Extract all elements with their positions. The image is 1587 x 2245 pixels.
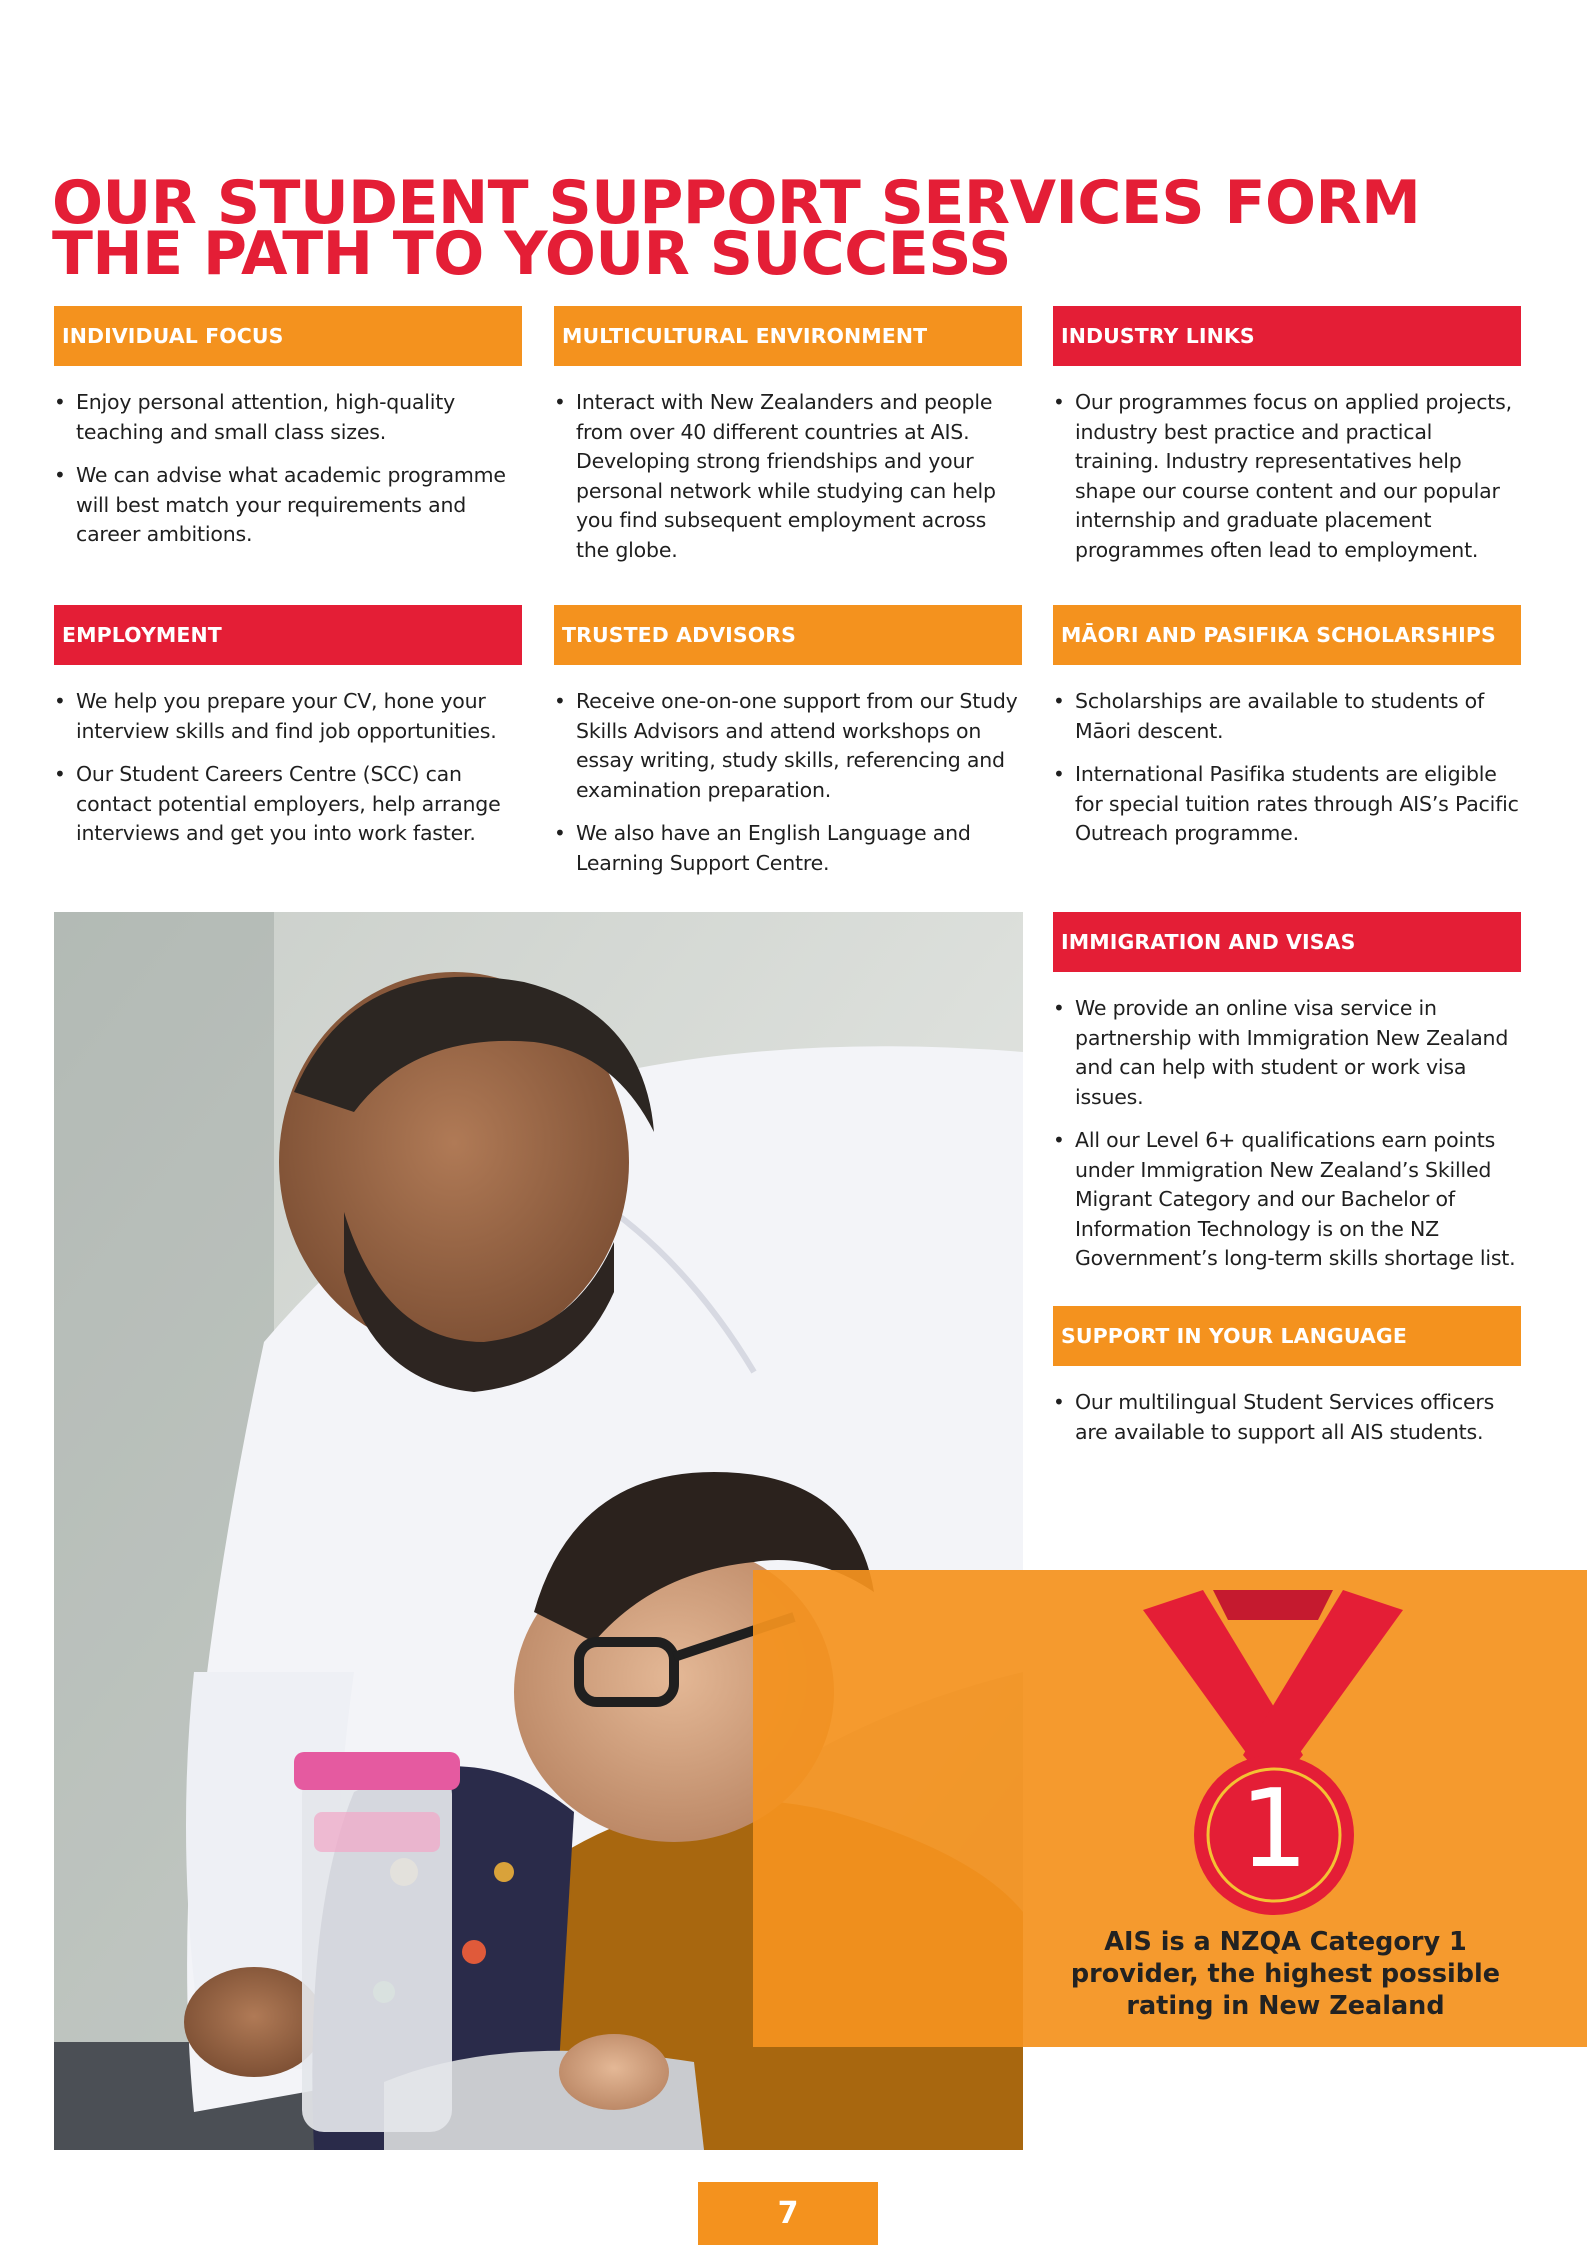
badge-caption: AIS is a NZQA Category 1 provider, the highest possible rating in New Zealand — [1070, 1927, 1501, 2021]
bullet-list — [1053, 1388, 1521, 1447]
section-heading: INDUSTRY LINKS — [1053, 306, 1521, 366]
bullet-list — [54, 687, 522, 849]
bullet-item: • We provide an online visa service in partnership with Immigration New Zealand and can help with student or work visa issues. — [1053, 994, 1521, 1112]
section-heading: INDIVIDUAL FOCUS — [54, 306, 522, 366]
section-heading: SUPPORT IN YOUR LANGUAGE — [1053, 1306, 1521, 1366]
section-employment — [54, 605, 522, 863]
section-individual-focus — [54, 306, 522, 564]
page-title: OUR STUDENT SUPPORT SERVICES FORM THE PATH TO YOUR SUCCESS — [52, 168, 1421, 289]
bullet-list — [54, 388, 522, 550]
bullet-item: • Receive one-on-one support from our Study Skills Advisors and attend workshops on essay writing, study skills, referencing and examination preparation. — [554, 687, 1022, 805]
bullet-item: • Our multilingual Student Services officers are available to support all AIS students. — [1053, 1388, 1521, 1447]
bullet-item: • Our Student Careers Centre (SCC) can contact potential employers, help arrange interviews and get you into work faster. — [54, 760, 522, 849]
bullet-item: • We also have an English Language and Learning Support Centre. — [554, 819, 1022, 878]
section-trusted-advisors — [554, 605, 1022, 892]
section-heading: MULTICULTURAL ENVIRONMENT — [554, 306, 1022, 366]
section-heading: MĀORI AND PASIFIKA SCHOLARSHIPS — [1053, 605, 1521, 665]
section-maori-pasifika-scholarships — [1053, 605, 1521, 863]
bullet-list — [554, 388, 1022, 565]
page-number: 7 — [698, 2182, 878, 2245]
bullet-item: • Interact with New Zealanders and people from over 40 different countries at AIS. Developing strong friendships and your personal network while studying can help you find subsequent employment across the globe. — [554, 388, 1022, 565]
section-immigration-visas — [1053, 912, 1521, 1288]
section-heading: EMPLOYMENT — [54, 605, 522, 665]
bullet-item: • Scholarships are available to students of Māori descent. — [1053, 687, 1521, 746]
bullet-item: • We help you prepare your CV, hone your interview skills and find job opportunities. — [54, 687, 522, 746]
section-multicultural-environment — [554, 306, 1022, 579]
medal-number: 1 — [1239, 1767, 1309, 1892]
bullet-item: • Enjoy personal attention, high-quality teaching and small class sizes. — [54, 388, 522, 447]
section-industry-links — [1053, 306, 1521, 579]
section-support-language — [1053, 1306, 1521, 1461]
bullet-item: • Our programmes focus on applied projects, industry best practice and practical training. Industry representatives help shape our course content and our popular internship and graduate placement programmes often lead to employment. — [1053, 388, 1521, 565]
bullet-list — [1053, 994, 1521, 1274]
bullet-list — [554, 687, 1022, 878]
bullet-item: • We can advise what academic programme will best match your requirements and career ambitions. — [54, 461, 522, 550]
bullet-item: • All our Level 6+ qualifications earn points under Immigration New Zealand’s Skilled Migrant Category and our Bachelor of Information Technology is on the NZ Government’s long-term skills shortage list. — [1053, 1126, 1521, 1274]
section-heading: TRUSTED ADVISORS — [554, 605, 1022, 665]
bullet-item: • International Pasifika students are eligible for special tuition rates through AIS’s Pacific Outreach programme. — [1053, 760, 1521, 849]
bullet-list — [1053, 388, 1521, 565]
bullet-list — [1053, 687, 1521, 849]
section-heading: IMMIGRATION AND VISAS — [1053, 912, 1521, 972]
